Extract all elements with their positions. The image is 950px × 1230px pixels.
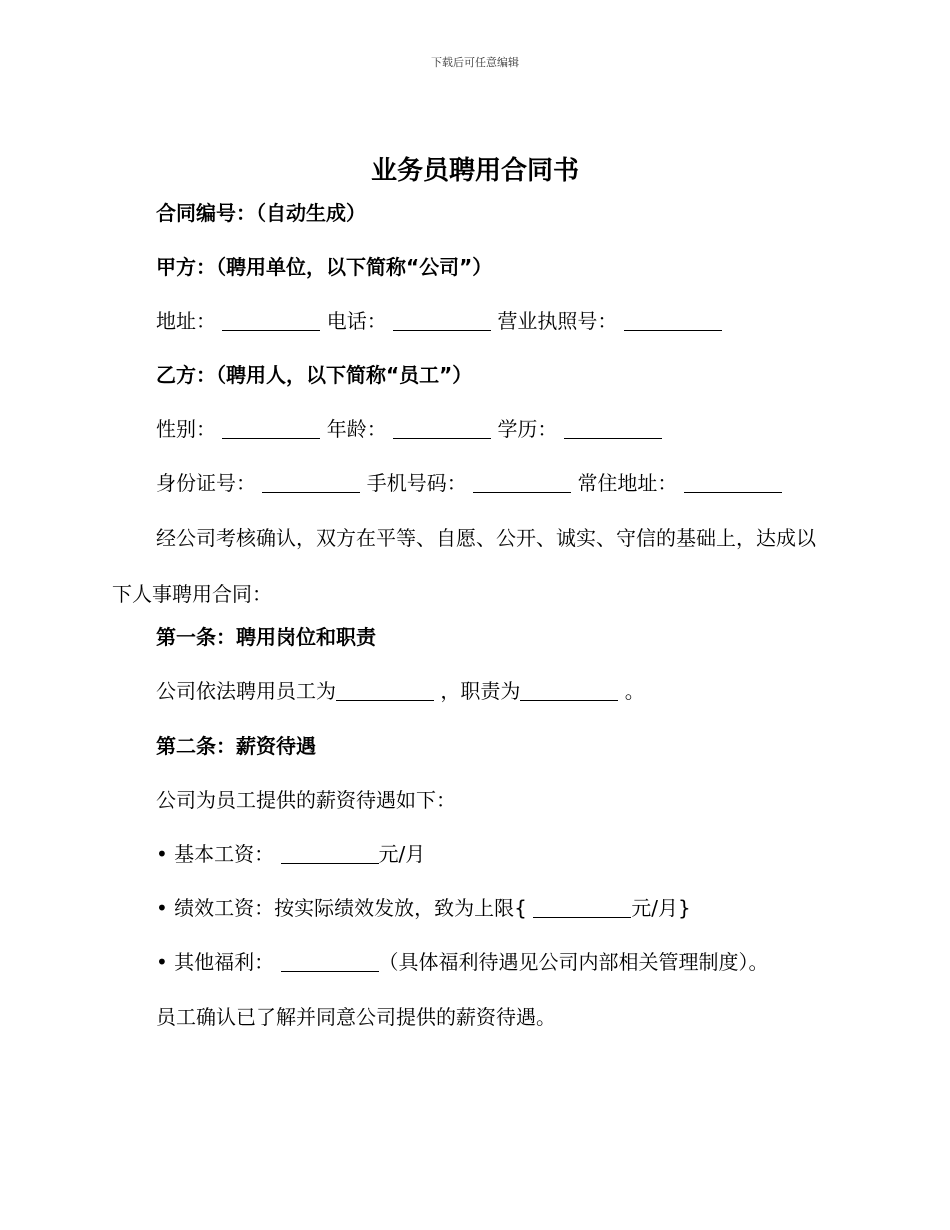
performance-salary-unit: 元/月} — [631, 896, 691, 920]
salary-confirmation: 员工确认已了解并同意公司提供的薪资待遇。 — [156, 1005, 556, 1029]
benefits-blank[interactable] — [281, 951, 379, 972]
benefits-note: （具体福利待遇见公司内部相关管理制度）。 — [378, 950, 769, 974]
party-b-fields — [156, 415, 662, 443]
duty-blank[interactable] — [520, 680, 618, 701]
basic-salary-blank[interactable] — [281, 843, 379, 864]
age-blank[interactable] — [393, 418, 491, 439]
age-label: 年龄： — [326, 417, 387, 441]
gender-blank[interactable] — [222, 418, 320, 439]
residence-label: 常住地址： — [577, 471, 678, 495]
performance-salary-blank[interactable] — [533, 897, 631, 918]
mobile-blank[interactable] — [473, 472, 571, 493]
performance-salary-label: • 绩效工资：按实际绩效发放，致为上限{ — [156, 896, 527, 920]
address-label: 地址： — [156, 309, 216, 333]
id-label: 身份证号： — [156, 471, 256, 495]
party-a-heading: 甲方：（聘用单位，以下简称“公司”） — [156, 255, 493, 279]
article2-heading: 第二条：薪资待遇 — [156, 734, 316, 758]
document-title: 业务员聘用合同书 — [370, 156, 579, 186]
header-note: 下载后可任意编辑 — [431, 56, 519, 69]
address-blank[interactable] — [222, 310, 320, 331]
salary-item-performance — [156, 894, 691, 922]
mobile-label: 手机号码： — [366, 471, 467, 495]
license-blank[interactable] — [624, 310, 722, 331]
basic-salary-label: • 基本工资： — [156, 842, 275, 866]
contract-number: 合同编号：（自动生成） — [156, 201, 366, 225]
party-b-fields-2 — [156, 469, 782, 497]
party-b-heading: 乙方：（聘用人，以下简称“员工”） — [156, 363, 473, 387]
article1-text-c: 。 — [624, 679, 645, 703]
article2-intro: 公司为员工提供的薪资待遇如下： — [156, 788, 456, 812]
phone-blank[interactable] — [393, 310, 491, 331]
salary-item-benefits — [156, 948, 769, 976]
article1-text — [156, 677, 645, 705]
phone-label: 电话： — [326, 309, 387, 333]
intro-paragraph: 经公司考核确认，双方在平等、自愿、公开、诚实、守信的基础上，达成以下人事聘用合同： — [112, 526, 816, 606]
gender-label: 性别： — [156, 417, 216, 441]
position-blank[interactable] — [336, 680, 434, 701]
article1-text-a: 公司依法聘用员工为 — [156, 679, 336, 703]
party-a-fields — [156, 307, 722, 335]
education-blank[interactable] — [564, 418, 662, 439]
article1-text-b: ，职责为 — [440, 679, 521, 703]
residence-blank[interactable] — [684, 472, 782, 493]
education-label: 学历： — [497, 417, 558, 441]
basic-salary-unit: 元/月 — [378, 842, 426, 866]
article1-heading: 第一条：聘用岗位和职责 — [156, 625, 376, 649]
license-label: 营业执照号： — [497, 309, 618, 333]
salary-item-basic — [156, 840, 425, 868]
benefits-label: • 其他福利： — [156, 950, 275, 974]
id-blank[interactable] — [262, 472, 360, 493]
